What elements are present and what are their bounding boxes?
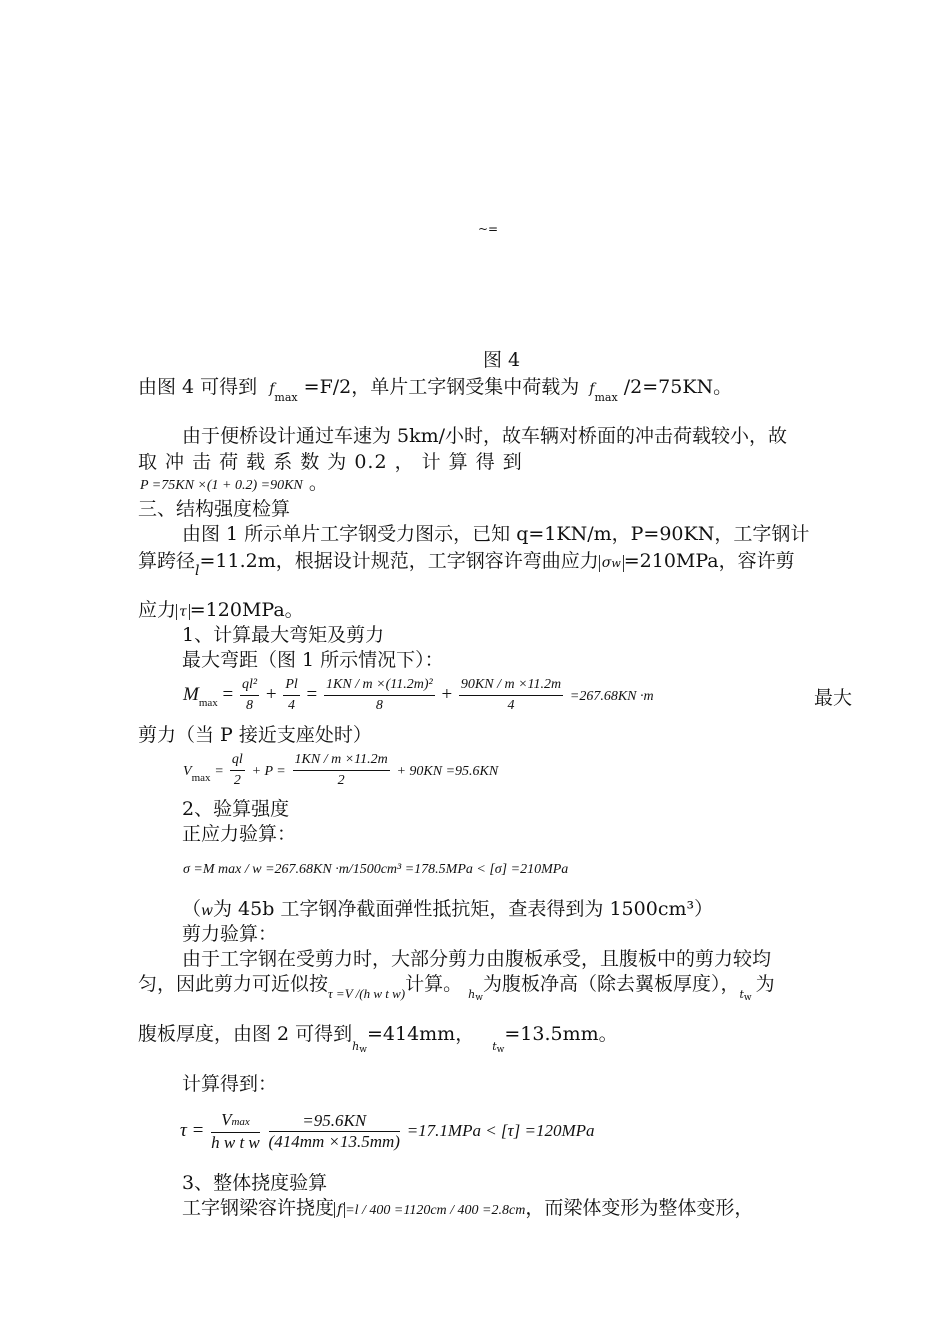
text: 。 xyxy=(308,472,328,494)
subscript: w xyxy=(496,1045,505,1055)
paragraph-fmax xyxy=(138,375,732,402)
text-max: 最大 xyxy=(814,687,853,709)
text: /2=75KN。 xyxy=(623,376,733,398)
equation-vmax xyxy=(183,747,498,795)
equals: = xyxy=(306,684,318,705)
fraction: $\frac{1KN / m \times 11.2m}{2}$ xyxy=(294,752,388,789)
symbol-v: V xyxy=(183,764,192,779)
text: 为 45b 工字钢净截面弹性抵抗矩，查表得到为 1500cm³） xyxy=(213,898,714,920)
paragraph-known-line3 xyxy=(138,598,304,622)
equals: = xyxy=(222,684,234,705)
paragraph-known: 由图 1 所示单片工字钢受力图示，已知 q=1KN/m，P=90KN，工字钢计 xyxy=(182,523,810,545)
paragraph-speed: 由于便桥设计通过车速为 5km/小时，故车辆对桥面的冲击荷载较小，故 xyxy=(182,425,788,447)
text: 匀，因此剪力可近似按 xyxy=(138,973,329,995)
fraction: $\frac{Pl}{4}$ xyxy=(285,677,298,714)
paragraph-shear-line3 xyxy=(138,1022,618,1055)
symbol-hw: h xyxy=(468,988,476,1001)
text: 由图 4 可得到 xyxy=(138,376,258,398)
subsection-title-2: 2、验算强度 xyxy=(182,798,290,820)
shear-check-title: 剪力验算： xyxy=(182,923,278,945)
section-title-3: 三、结构强度检算 xyxy=(138,498,291,520)
paragraph-shear: 由于工字钢在受剪力时，大部分剪力由腹板承受，且腹板中的剪力较均 xyxy=(182,948,772,970)
text: ，而梁体变形为整体变形， xyxy=(525,1197,754,1219)
symbol-tw: t xyxy=(739,988,744,1001)
subsection-title-1: 1、计算最大弯矩及剪力 xyxy=(182,624,385,646)
paragraph-known-line2 xyxy=(138,549,795,579)
allowable-sigma: σw xyxy=(599,555,624,572)
text: 计算。 xyxy=(405,973,463,995)
result: =17.1MPa < [τ] =120MPa xyxy=(406,1121,595,1140)
subscript: max xyxy=(191,772,211,784)
plus: + xyxy=(441,684,453,705)
text: 应力 xyxy=(138,599,177,621)
figure-mark: ~= xyxy=(478,222,499,236)
text: =F/2，单片工字钢受集中荷载为 xyxy=(303,376,580,398)
subscript: w xyxy=(475,993,483,1003)
paragraph-deflection xyxy=(182,1196,753,1223)
subscript: w xyxy=(743,993,752,1003)
plus: + xyxy=(265,684,277,705)
equation-mmax xyxy=(183,672,654,720)
subscript: w xyxy=(359,1045,367,1055)
formula: P =75KN ×(1 + 0.2) =90KN xyxy=(140,478,303,493)
calc-title: 计算得到： xyxy=(182,1073,278,1095)
allowable-deflection: f xyxy=(334,1202,345,1218)
formula: =l / 400 =1120cm / 400 =2.8cm xyxy=(345,1203,526,1218)
w-note xyxy=(182,897,713,923)
symbol-hw: h xyxy=(352,1040,360,1053)
fraction: $\frac{ql}{2}$ xyxy=(231,752,243,789)
text: =11.2m，根据设计规范，工字钢容许弯曲应力 xyxy=(199,550,599,572)
formula: τ =V /(h w t w) xyxy=(328,986,406,1001)
fraction: $\frac{Vmax}{\text{h w t w}}$ xyxy=(211,1110,260,1153)
subscript: max xyxy=(594,391,618,404)
mmax-intro: 最大弯距（图 1 所示情况下）： xyxy=(182,649,444,671)
fraction: $\frac{\text{1KN / m ×(11.2m)²}}{8}$ xyxy=(325,677,433,714)
text: =210MPa，容许剪 xyxy=(623,550,795,572)
result: + 90KN =95.6KN xyxy=(396,764,499,779)
text: 工字钢梁容许挠度 xyxy=(182,1197,335,1219)
symbol-f: f xyxy=(589,381,595,397)
symbol-m: M xyxy=(183,684,199,705)
text: =13.5mm。 xyxy=(504,1023,618,1045)
text: 算跨径 xyxy=(138,550,196,572)
symbol-f: f xyxy=(269,381,275,397)
text: + P = xyxy=(251,764,286,779)
text: 腹板厚度，由图 2 可得到 xyxy=(138,1023,353,1045)
paragraph-speed-line2: 取 冲 击 荷 载 系 数 为 0.2 ， 计 算 得 到 xyxy=(138,451,523,473)
symbol-tw: t xyxy=(492,1040,497,1053)
text: 为腹板净高（除去翼板厚度）， xyxy=(482,973,740,995)
equation-tau xyxy=(180,1108,595,1154)
allowable-tau: τ xyxy=(176,604,190,620)
subscript: max xyxy=(274,391,298,404)
subsection-title-3: 3、整体挠度验算 xyxy=(182,1172,328,1194)
result: =267.68KN ·m xyxy=(569,689,654,704)
text: （ xyxy=(182,898,202,920)
equation-sigma: σ =M max / w =267.68KN ·m/1500cm³ =178.5MPa < [σ] =210MPa xyxy=(183,862,569,877)
shear-intro: 剪力（当 P 接近支座处时） xyxy=(138,724,372,746)
paragraph-shear-line2 xyxy=(138,972,775,1003)
normal-stress-title: 正应力验算： xyxy=(182,823,297,845)
text: 为 xyxy=(755,973,775,995)
text: =120MPa。 xyxy=(189,599,304,621)
fraction: $\frac{=95.6KN}{(414mm \times 13.5mm)}$ xyxy=(268,1111,400,1152)
fraction: $\frac{\text{ql²}}{8}$ xyxy=(242,677,258,714)
symbol-w: w xyxy=(201,903,213,919)
lhs: τ = xyxy=(180,1120,205,1141)
figure-caption: 图 4 xyxy=(483,349,521,371)
text: =414mm， xyxy=(366,1023,475,1045)
equation-p xyxy=(140,471,328,498)
equals: = xyxy=(215,764,224,779)
symbol-l: l xyxy=(195,563,200,579)
fraction: $\frac{90KN / m \times 11.2m}{4}$ xyxy=(460,677,562,714)
subscript: max xyxy=(198,697,218,709)
